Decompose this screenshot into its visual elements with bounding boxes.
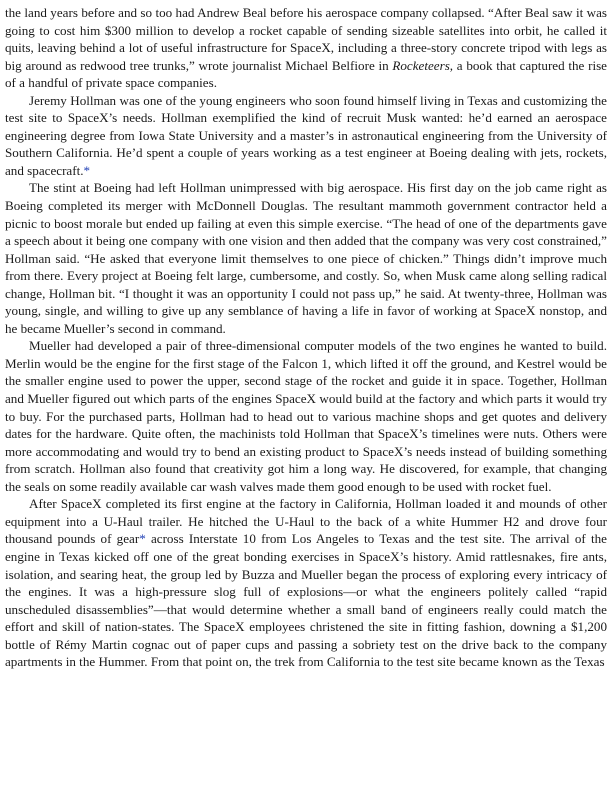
paragraph-text: Mueller had developed a pair of three-dimensional computer models of the two engines he wanted to build. Merlin would be the engine for the first stage of the Falcon 1, which lifted it off the ground, and Kestrel would be the smaller engine used to power the upper, second stage of the rocket and guide it in space. Together, Hollman and Mueller figured out which parts of the engines SpaceX would build at the factory and which parts it would try to buy. For the purchased parts, Hollman had to head out to various machine shops and get quotes and delivery dates for the hardware. Quite often, the machinists told Hollman that SpaceX’s timelines were nuts. Others were more accommodating and would try to bend an existing product to SpaceX’s needs instead of building something from scratch. Hollman also found that creativity got him a long way. He discovered, for example, that changing the seals on some readily available car wash valves made them good enough to be used with rocket fuel. (5, 338, 607, 494)
paragraph-3 (5, 179, 607, 337)
paragraph-text: a book that captured the rise of a handful of private space companies. (5, 57, 607, 91)
paragraph-text: Jeremy Hollman was one of the young engineers who soon found himself living in Texas and customizing the test site to SpaceX’s needs. Hollman exemplified the kind of recruit Musk wanted: he’d earned an aerospace engineering degree from Iowa State University and a master’s in astronautical engineering from the University of Southern California. He’d spent a couple of years working as a test engineer at Boeing dealing with jets, rockets, and spacecraft. (5, 92, 607, 178)
paragraph-5 (5, 495, 607, 670)
paragraph-text: across Interstate 10 from Los Angeles to Texas and the test site. The arrival of the engine in Texas kicked off one of the great bonding exercises in SpaceX’s history. Amid rattlesnakes, fire ants, isolation, and searing heat, the group led by Buzza and Mueller began the process of exploring every intricacy of the engines. It was a high-pressure slog full of explosions—or what the engineers politely called “rapid unscheduled disassemblies”—that would determine whether a small band of engineers really could match the effort and skill of nation-states. The SpaceX employees christened the site in fitting fashion, downing a $1,200 bottle of Rémy Martin cognac out of paper cups and passing a sobriety test on the drive back to the company apartments in the Hummer. From that point on, the trek from California to the test site became known as the Texas (5, 531, 607, 670)
footnote-marker-link[interactable]: * (139, 531, 146, 547)
book-title-italic: Rocketeers, (392, 57, 454, 73)
paragraph-2 (5, 92, 607, 180)
footnote-marker-link[interactable]: * (83, 162, 91, 178)
paragraph-text: the land years before and so too had Andrew Beal before his aerospace company collapsed. “After Beal saw it was going to cost him $300 million to develop a rocket capable of sending sizeable satellites into orbit, he called it quits, leaving behind a lot of useful infrastructure for SpaceX, including a three-story concrete tripod with legs as big around as redwood tree trunks,” wrote journalist Michael Belfiore in (5, 5, 607, 73)
paragraph-1 (5, 4, 607, 92)
paragraph-text: After SpaceX completed its first engine at the factory in California, Hollman loaded it and mounds of other equipment into a U-Haul trailer. He hitched the U-Haul to the back of a white Hummer H2 and drove four thousand pounds of gear (5, 496, 607, 547)
paragraph-text: The stint at Boeing had left Hollman unimpressed with big aerospace. His first day on the job came right as Boeing completed its merger with McDonnell Douglas. The resultant mammoth government contractor held a picnic to boost morale but ended up failing at even this simple exercise. “The head of one of the departments gave a speech about it being one company with one vision and then added that the company was very cost constrained,” Hollman said. “He asked that everyone limit themselves to one piece of chicken.” Things didn’t improve much from there. Every project at Boeing felt large, cumbersome, and costly. So, when Musk came along selling radical change, Hollman bit. “I thought it was an opportunity I could not pass up,” he said. At twenty-three, Hollman was young, single, and willing to give up any semblance of having a life in favor of working at SpaceX nonstop, and he became Mueller’s second in command. (5, 180, 607, 336)
paragraph-4 (5, 337, 607, 495)
